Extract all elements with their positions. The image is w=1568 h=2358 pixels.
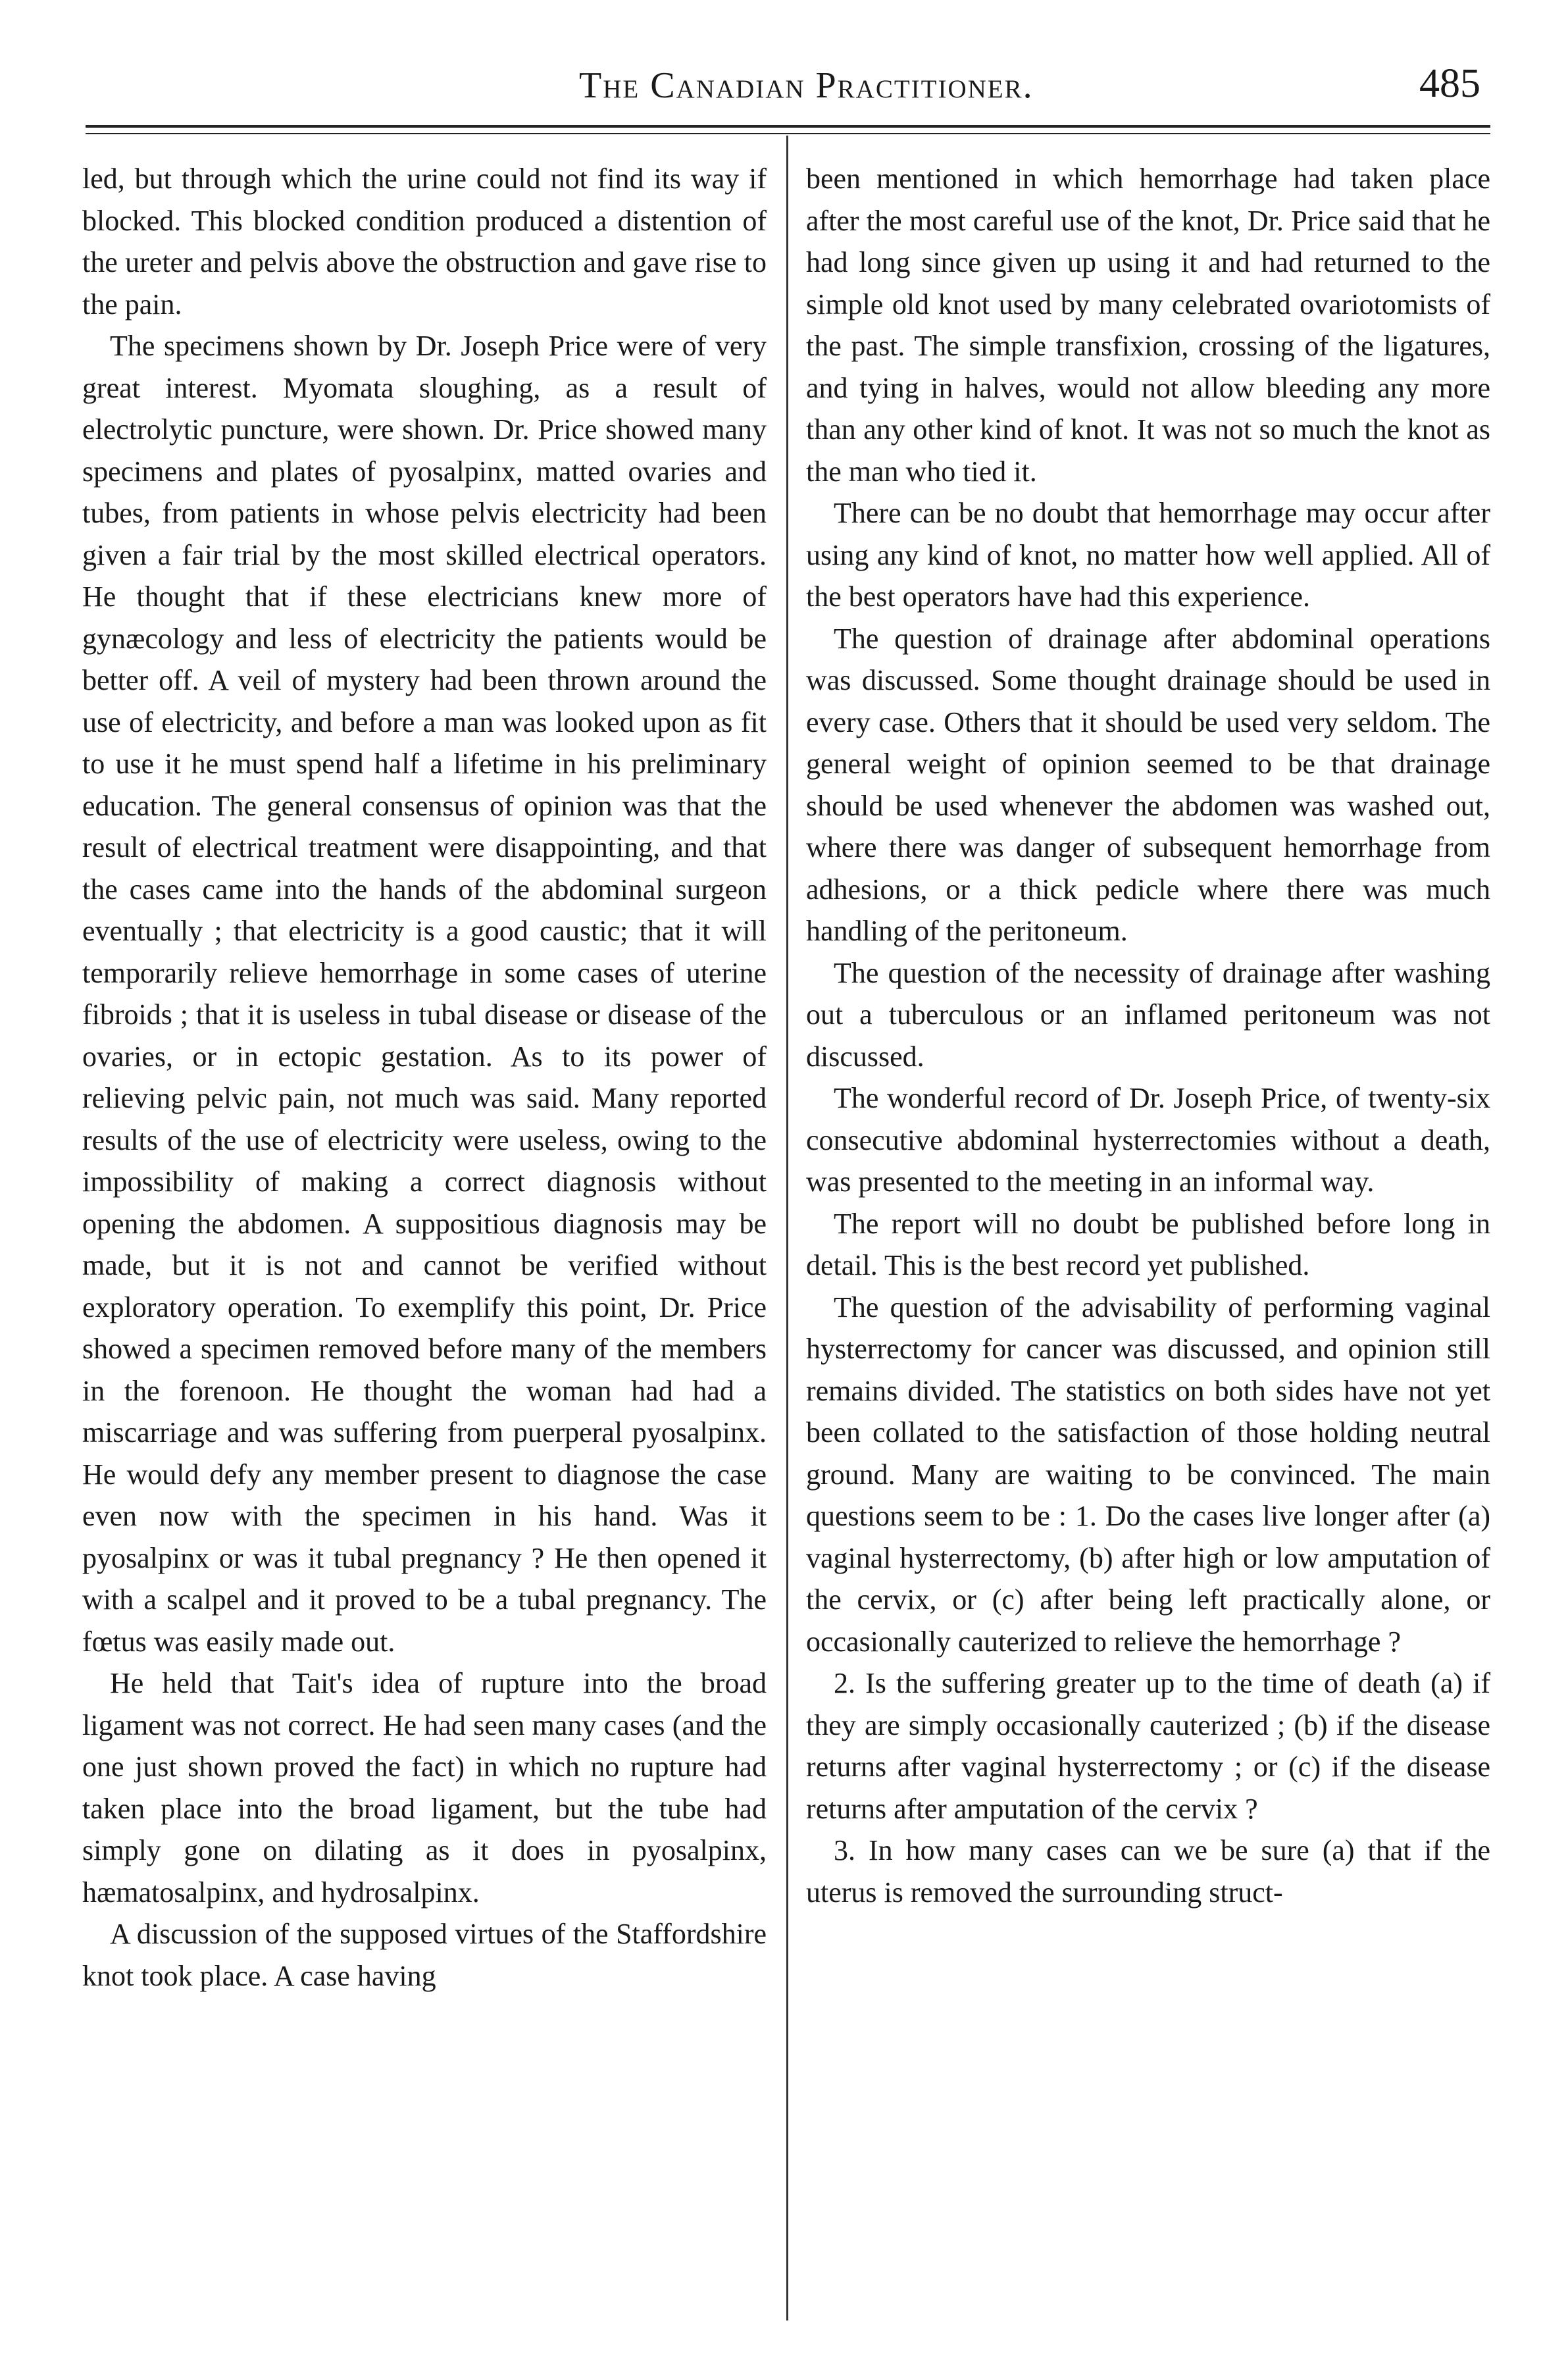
paragraph: A discussion of the supposed virtues of the Staffordshire knot took place. A case having	[82, 1918, 767, 1992]
right-column	[806, 158, 1490, 1913]
paragraph: 2. Is the suffering greater up to the time of death (a) if they are simply occasionally cauterized ; (b) if the disease returns after vaginal hysterrectomy ; or (c) if the disease returns after amputation of the cervix ?	[806, 1667, 1490, 1825]
paragraph: The report will no doubt be published before long in detail. This is the best record yet published.	[806, 1207, 1490, 1281]
paragraph: been mentioned in which hemorrhage had taken place after the most careful use of the knot, Dr. Price said that he had long since given up using it and had returned to the simple old knot used by many celebrated ovariotomists of the past. The simple transfixion, crossing of the ligatures, and tying in halves, would not allow bleeding any more than any other kind of knot. It was not so much the knot as the man who tied it.	[806, 163, 1490, 488]
column-divider	[786, 136, 788, 2320]
paragraph: The question of the necessity of drainage after washing out a tuberculous or an inflamed peritoneum was not discussed.	[806, 956, 1490, 1073]
paragraph: The question of drainage after abdominal operations was discussed. Some thought drainage should be used in every case. Others that it should be used very seldom. The general weight of opinion seemed to be that drainage should be used whenever the abdomen was washed out, where there was danger of subsequent hemorrhage from adhesions, or a thick pedicle where there was much handling of the peritoneum.	[806, 622, 1490, 947]
paragraph: There can be no doubt that hemorrhage may occur after using any kind of knot, no matter how well applied. All of the best operators have had this experience.	[806, 497, 1490, 613]
paragraph: The question of the advisability of performing vaginal hysterrectomy for cancer was discussed, and opinion still remains divided. The statistics on both sides have not yet been collated to the satisfaction of those holding neutral ground. Many are waiting to be convinced. The main questions seem to be : 1. Do the cases live longer after (a) vaginal hysterrectomy, (b) after high or low amputation of the cervix, or (c) after being left practically alone, or occasionally cauterized to relieve the hemorrhage ?	[806, 1291, 1490, 1658]
paragraph: He held that Tait's idea of rupture into the broad ligament was not correct. He had seen many cases (and the one just shown proved the fact) in which no rupture had taken place into the broad ligament, but the tube had simply gone on dilating as it does in pyosalpinx, hæmatosalpinx, and hydrosalpinx.	[82, 1667, 767, 1909]
paragraph: The wonderful record of Dr. Joseph Price, of twenty-six consecutive abdominal hysterrectomies without a death, was presented to the meeting in an informal way.	[806, 1082, 1490, 1198]
paragraph: led, but through which the urine could not find its way if blocked. This blocked condition produced a distention of the ureter and pelvis above the obstruction and gave rise to the pain.	[82, 163, 767, 320]
left-column	[82, 158, 767, 1997]
header-rule-thick	[86, 125, 1490, 128]
page-header	[79, 46, 1494, 112]
paragraph: The specimens shown by Dr. Joseph Price were of very great interest. Myomata sloughing, as a result of electrolytic puncture, were shown. Dr. Price showed many specimens and plates of pyosalpinx, matted ovaries and tubes, from patients in whose pelvis electricity had been given a fair trial by the most skilled electrical operators. He thought that if these electricians knew more of gynæcology and less of electricity the patients would be better off. A veil of mystery had been thrown around the use of electricity, and before a man was looked upon as fit to use it he must spend half a lifetime in his preliminary education. The general consensus of opinion was that the result of electrical treatment were disappointing, and that the cases came into the hands of the abdominal surgeon eventually ; that electricity is a good caustic; that it will temporarily relieve hemorrhage in some cases of uterine fibroids ; that it is useless in tubal disease or disease of the ovaries, or in ectopic gestation. As to its power of relieving pelvic pain, not much was said. Many reported results of the use of electricity were useless, owing to the impossibility of making a correct diagnosis without opening the abdomen. A suppositious diagnosis may be made, but it is not and cannot be verified without exploratory operation. To exemplify this point, Dr. Price showed a specimen removed before many of the members in the forenoon. He thought the woman had had a miscarriage and was suffering from puerperal pyosalpinx. He would defy any member present to diagnose the case even now with the specimen in his hand. Was it pyosalpinx or was it tubal pregnancy ? He then opened it with a scalpel and it proved to be a tubal pregnancy. The fœtus was easily made out.	[82, 330, 767, 1658]
running-title: The Canadian Practitioner.	[579, 65, 1034, 106]
header-rule-thin	[86, 133, 1490, 134]
paragraph: 3. In how many cases can we be sure (a) that if the uterus is removed the surrounding struct-	[806, 1834, 1490, 1909]
page-number: 485	[1419, 61, 1480, 106]
